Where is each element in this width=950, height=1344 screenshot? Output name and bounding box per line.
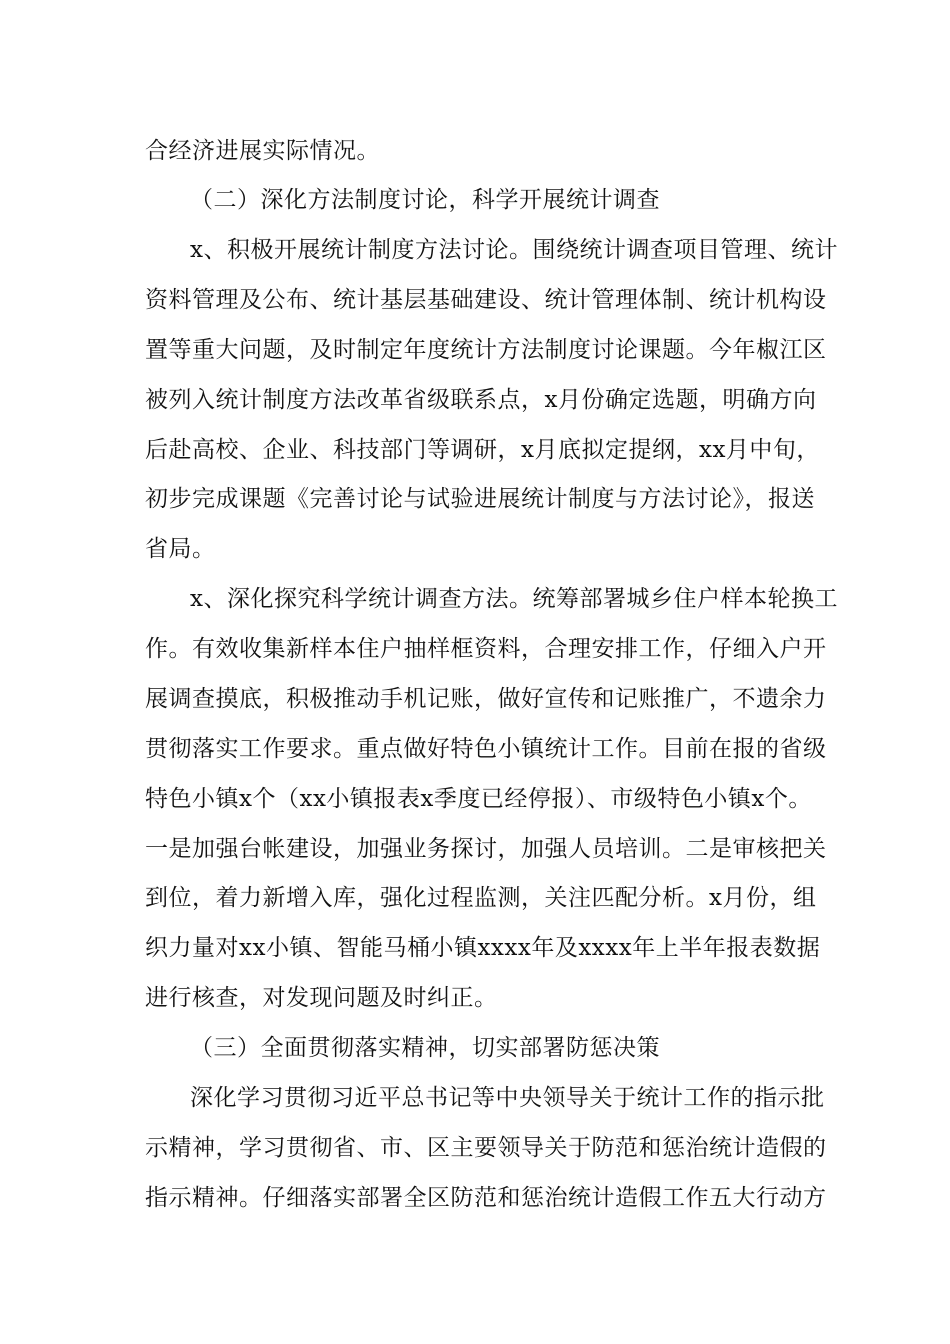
paragraph-2-line-6: 一是加强台帐建设，加强业务探讨，加强人员培训。二是审核把关 [145, 836, 827, 862]
section-heading-2: （二）深化方法制度讨论，科学开展统计调查 [190, 187, 660, 213]
paragraph-2-line-3: 展调查摸底，积极推动手机记账，做好宣传和记账推广，不遗余力 [145, 686, 827, 712]
section-heading-3: （三）全面贯彻落实精神，切实部署防惩决策 [190, 1035, 660, 1061]
paragraph-3-line-2: 示精神，学习贯彻省、市、区主要领导关于防范和惩治统计造假的 [145, 1135, 827, 1161]
paragraph-2-line-7: 到位，着力新增入库，强化过程监测，关注匹配分析。x月份，组 [145, 885, 817, 911]
paragraph-1-line-1: x、积极开展统计制度方法讨论。围绕统计调查项目管理、统计 [190, 237, 838, 263]
paragraph-2-line-2: 作。有效收集新样本住户抽样框资料，合理安排工作，仔细入户开 [145, 636, 827, 662]
paragraph-1-line-6: 初步完成课题《完善讨论与试验进展统计制度与方法讨论》，报送 [145, 486, 815, 512]
paragraph-2-line-9: 进行核查，对发现问题及时纠正。 [145, 985, 498, 1011]
paragraph-1-line-2: 资料管理及公布、统计基层基础建设、统计管理体制、统计机构设 [145, 287, 827, 313]
paragraph-2-line-8: 织力量对xx小镇、智能马桶小镇xxxx年及xxxx年上半年报表数据 [145, 935, 821, 961]
paragraph-continuation-line: 合经济进展实际情况。 [145, 138, 380, 164]
paragraph-1-line-3: 置等重大问题，及时制定年度统计方法制度讨论课题。今年椒江区 [145, 337, 827, 363]
paragraph-3-line-1: 深化学习贯彻习近平总书记等中央领导关于统计工作的指示批 [190, 1085, 825, 1111]
paragraph-2-line-5: 特色小镇x个（xx小镇报表x季度已经停报）、市级特色小镇x个。 [145, 786, 812, 812]
paragraph-1-line-4: 被列入统计制度方法改革省级联系点，x月份确定选题，明确方向 [145, 387, 817, 413]
paragraph-1-line-5: 后赴高校、企业、科技部门等调研，x月底拟定提纲，xx月中旬， [145, 437, 820, 463]
paragraph-2-line-1: x、深化探究科学统计调查方法。统筹部署城乡住户样本轮换工 [190, 586, 838, 612]
paragraph-3-line-3: 指示精神。仔细落实部署全区防范和惩治统计造假工作五大行动方 [145, 1185, 827, 1211]
paragraph-2-line-4: 贯彻落实工作要求。重点做好特色小镇统计工作。目前在报的省级 [145, 736, 827, 762]
paragraph-1-line-7: 省局。 [145, 536, 216, 562]
